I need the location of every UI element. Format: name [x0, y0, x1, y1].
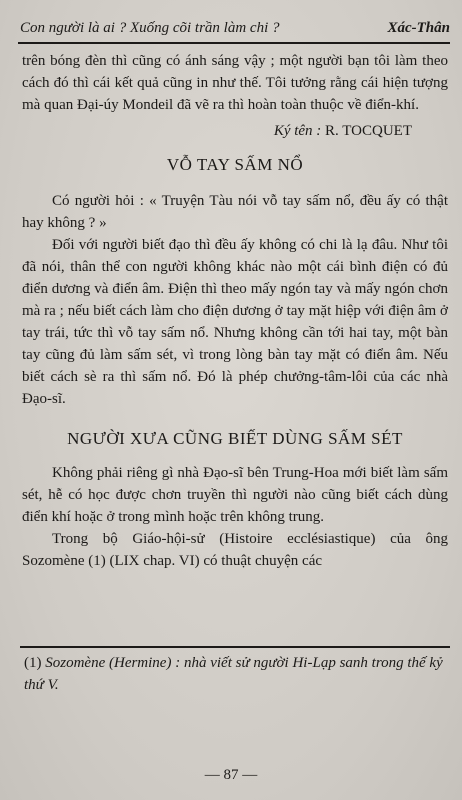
running-header-title: Con người là ai ? Xuống cõi trần làm chi ? — [20, 20, 280, 36]
signature — [22, 120, 412, 142]
signature-label: Ký tên : — [273, 123, 322, 139]
section-title-1: VỖ TAY SẤM NỔ — [166, 155, 304, 174]
signature-name: R. TOCQUET — [325, 123, 412, 139]
section-title-2: NGƯỜI XƯA CŨNG BIẾT DÙNG SẤM SÉT — [67, 429, 403, 448]
section2-paragraph-2: Trong bộ Giáo-hội-sử (Histoire ecclésiastique) của ông Sozomène (1) (LIX chap. VI) có thuật chuyện các — [22, 531, 448, 569]
footnote-text: Sozomène (Hermine) : nhà viết sử người Hi-Lạp sanh trong thế kỷ thứ V. — [24, 655, 443, 693]
running-header-section: Xác-Thân — [387, 20, 450, 36]
page-number: — 87 — — [204, 767, 258, 783]
footnote-divider — [20, 646, 450, 648]
section1-paragraph-1: Có người hỏi : « Truyện Tàu nói vỗ tay sấm nổ, đều ấy có thật hay không ? » — [22, 193, 448, 231]
main-text — [22, 50, 448, 572]
paragraph-intro: trên bóng đèn thì cũng có ánh sáng vậy ; một người bạn tôi làm theo cách đó thì cái kết quả cũng in như thế. Tôi tưởng rằng cái hiện tượng mà quan Đại-úy Mondeil đã vẽ ra thì hoàn toàn thuộc về điển-khí. — [22, 53, 448, 113]
footnote-number: (1) — [24, 655, 42, 671]
footnote — [24, 652, 444, 696]
section1-paragraph-2: Đối với người biết đạo thì đều ấy không có chi là lạ đâu. Như tôi đã nói, thân thể con người không khác nào một cái bình điện có đủ điển dương và điển âm. Điện thì theo mấy ngón tay và mấy ngón chơn mà ra ; nếu biết cách làm cho điện dương ở tay mặt hiệp với điện âm ở tay trái, tức thì vỗ tay sấm nổ. Nhưng không cần tới hai tay, một bàn tay cũng đủ làm sấm sét, vì trong lòng bàn tay mặt có điển âm. Nếu biết cách sè ra thì sấm nổ. Đó là phép chưởng-tâm-lôi của các nhà Đạo-sĩ. — [22, 237, 448, 407]
section2-paragraph-1: Không phải riêng gì nhà Đạo-sĩ bên Trung-Hoa mới biết làm sấm sét, hễ có học được chơn truyền thì người nào cũng biết cách dùng điển khí hoặc ở trong mình hoặc trên không trung. — [22, 465, 448, 525]
header-divider — [18, 42, 450, 44]
